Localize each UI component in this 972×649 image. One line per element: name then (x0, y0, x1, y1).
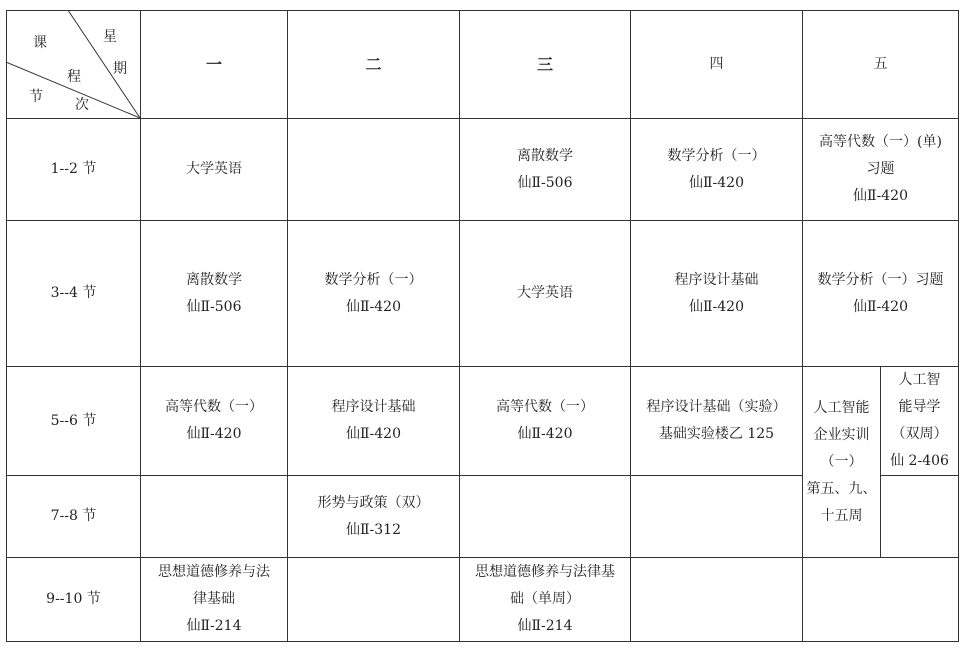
course-cell-line: 高等代数（一） (496, 399, 594, 415)
course-cell-line: 习题 (866, 161, 895, 177)
course-cell (141, 558, 288, 642)
course-cell-line: 程序设计基础（实验） (646, 399, 787, 415)
course-cell-line: 仙Ⅱ-506 (186, 298, 242, 315)
corner-label-xing: 星 (103, 29, 117, 45)
course-cell-line: 律基础 (193, 591, 235, 607)
course-cell-line: 仙Ⅱ-420 (346, 426, 401, 442)
course-cell-line: 仙Ⅱ-420 (853, 298, 908, 315)
header-row (7, 11, 959, 119)
course-cell-line: 离散数学 (186, 271, 242, 288)
course-cell (288, 221, 460, 367)
day-header-wed: 三 (460, 11, 631, 119)
day-header-mon: 一 (141, 11, 288, 119)
course-cell-line: 数学分析（一） (324, 271, 423, 288)
course-cell-line: （双周） (891, 426, 948, 442)
day-header-fri: 五 (803, 11, 959, 119)
course-cell (288, 476, 460, 558)
course-cell (460, 476, 631, 558)
course-cell-line: 形势与政策（双） (317, 494, 430, 511)
day-header-thu: 四 (631, 11, 803, 119)
course-cell-line: 仙Ⅱ-214 (186, 618, 242, 634)
course-cell-line: 思想道德修养与法 (158, 564, 270, 580)
course-cell-line: 仙Ⅱ-420 (853, 188, 908, 204)
course-cell-line: 础（单周） (510, 591, 580, 607)
course-cell (141, 119, 288, 221)
day-header-tue: 二 (288, 11, 460, 119)
period-row-3-4 (7, 221, 959, 367)
course-cell-line: 人工智能 (813, 399, 870, 416)
corner-label-jie: 节 (29, 89, 43, 105)
course-cell (288, 558, 460, 642)
course-cell-line: 仙 2-406 (890, 453, 949, 469)
corner-label-qi: 期 (113, 61, 127, 77)
course-cell (460, 119, 631, 221)
course-cell (141, 476, 288, 558)
course-schedule-table (6, 10, 959, 642)
course-cell (803, 558, 959, 642)
course-cell-line: 企业实训 (813, 426, 870, 443)
course-cell-empty (881, 476, 959, 558)
period-row-1-2 (7, 119, 959, 221)
course-cell (803, 119, 959, 221)
period-label: 9--10 节 (7, 558, 141, 642)
course-cell (141, 221, 288, 367)
course-cell-line: 数学分析（一）习题 (817, 271, 944, 288)
course-cell-ai-training (803, 367, 881, 558)
course-cell-line: 仙Ⅱ-420 (186, 426, 242, 442)
course-cell (631, 367, 803, 476)
course-cell (460, 367, 631, 476)
course-cell-line: 仙Ⅱ-420 (517, 426, 573, 442)
course-cell-line: 大学英语 (186, 161, 242, 177)
corner-label-ke: 课 (33, 35, 47, 51)
course-cell-line: 基础实验楼乙 125 (658, 426, 775, 442)
course-cell-line: 能导学 (898, 399, 941, 415)
course-cell-line: 第五、九、 (806, 480, 877, 497)
course-cell-ai-intro (881, 367, 959, 476)
course-cell-line: 仙Ⅱ-420 (346, 298, 401, 315)
course-cell-line: 程序设计基础 (331, 399, 416, 415)
corner-header-cell (7, 11, 141, 119)
course-cell (631, 119, 803, 221)
course-cell-line: 程序设计基础 (674, 271, 759, 288)
course-cell (631, 221, 803, 367)
course-cell-line: 高等代数（一） (165, 399, 263, 415)
period-row-5-6 (7, 367, 959, 476)
course-cell-line: 高等代数（一）(单) (819, 134, 942, 150)
period-label: 1--2 节 (7, 119, 141, 221)
course-cell (141, 367, 288, 476)
course-cell (288, 367, 460, 476)
course-cell-line: （一） (820, 453, 863, 470)
course-cell (460, 558, 631, 642)
course-cell-line: 仙Ⅱ-506 (517, 174, 573, 191)
course-cell-line: 离散数学 (517, 147, 573, 164)
course-cell (631, 476, 803, 558)
course-cell-line: 思想道德修养与法律基 (475, 564, 615, 580)
corner-label-cheng: 程 (67, 69, 81, 85)
course-cell-line: 数学分析（一） (667, 147, 766, 164)
course-cell-line: 人工智 (898, 372, 941, 388)
course-cell (288, 119, 460, 221)
course-cell-line: 仙Ⅱ-312 (346, 521, 401, 538)
course-cell (460, 221, 631, 367)
course-cell (803, 221, 959, 367)
course-cell-line: 仙Ⅱ-420 (689, 298, 744, 315)
period-label: 7--8 节 (7, 476, 141, 558)
course-cell-line: 十五周 (820, 507, 863, 524)
period-row-9-10 (7, 558, 959, 642)
course-cell-line: 仙Ⅱ-420 (689, 174, 744, 191)
period-label: 3--4 节 (7, 221, 141, 367)
course-cell (631, 558, 803, 642)
course-cell-line: 仙Ⅱ-214 (517, 618, 573, 634)
corner-label-ci: 次 (75, 97, 89, 113)
period-label: 5--6 节 (7, 367, 141, 476)
course-cell-line: 大学英语 (517, 285, 573, 301)
